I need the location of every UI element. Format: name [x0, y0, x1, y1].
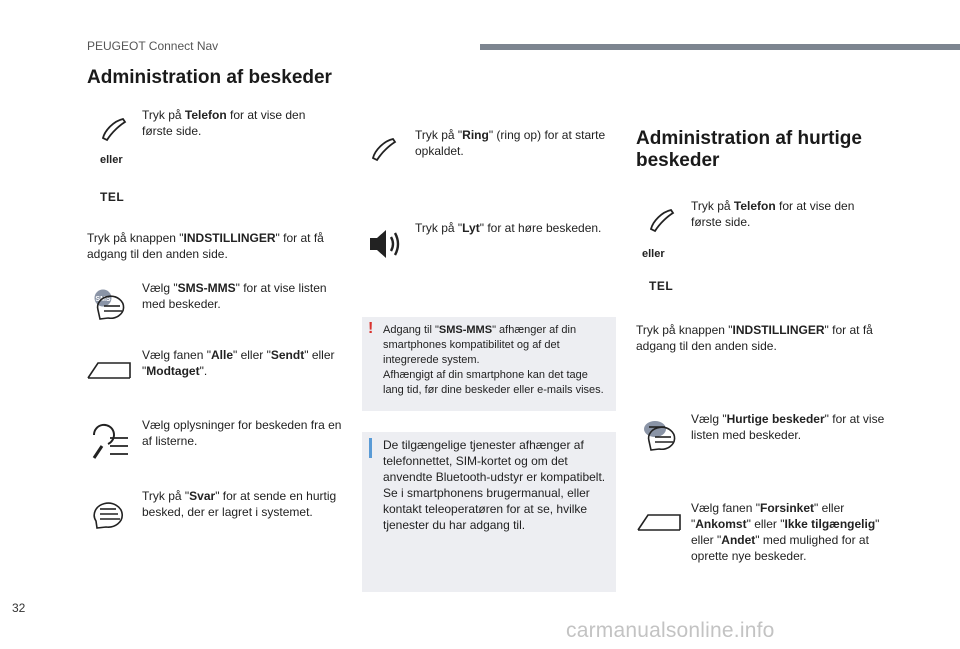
watermark: carmanualsonline.info [566, 619, 775, 642]
reply-message-icon [88, 497, 128, 529]
left-step-sms: Vælg "SMS-MMS" for at vise listen med beskeder. [142, 281, 327, 311]
left-step-tabs: Vælg fanen "Alle" eller "Sendt" eller "Modtaget". [142, 348, 335, 378]
left-tel-label: TEL [100, 190, 125, 204]
right-step-settings: Tryk på knappen "INDSTILLINGER" for at få adgang til den anden side. [636, 323, 873, 353]
speaker-icon [367, 227, 403, 261]
mid-step-lyt: Tryk på "Lyt" for at høre beskeden. [415, 221, 602, 235]
tab-icon [86, 360, 132, 382]
right-step-quick: Vælg "Hurtige beskeder" for at vise listen med beskeder. [691, 412, 885, 442]
phone-icon [648, 207, 676, 233]
page-title: Administration af beskeder [87, 67, 332, 88]
right-step-telefon: Tryk på Telefon for at vise den første side. [691, 199, 855, 229]
sms-badge-text: SMS [95, 296, 111, 303]
left-step-settings: Tryk på knappen "INDSTILLINGER" for at få adgang til den anden side. [87, 231, 324, 261]
tab-icon [636, 512, 682, 534]
right-or-text: eller [642, 248, 665, 260]
right-section-title: Administration af hurtige beskeder [636, 128, 862, 171]
running-header: PEUGEOT Connect Nav [87, 39, 219, 53]
mid-step-ring: Tryk på "Ring" (ring op) for at starte opkaldet. [415, 128, 606, 158]
page-number: 32 [12, 601, 26, 615]
left-or-text: eller [100, 154, 123, 166]
right-step-tabs: Vælg fanen "Forsinket" eller "Ankomst" eller "Ikke tilgængelig" eller "Andet" med mulighed for at oprette nye beskeder. [691, 501, 880, 563]
detail-list-icon [90, 422, 130, 462]
left-step-reply: Tryk på "Svar" for at sende en hurtig besked, der er lagret i systemet. [142, 489, 337, 519]
left-step-telefon: Tryk på Telefon for at vise den første side. [142, 108, 306, 138]
quick-messages-icon [641, 418, 681, 452]
header-bar [480, 44, 960, 50]
warning-exclamation: ! [368, 320, 374, 337]
phone-icon [100, 116, 128, 142]
sms-icon [90, 287, 130, 321]
info-mark [369, 438, 372, 458]
left-step-detail: Vælg oplysninger for beskeden fra en af listerne. [142, 418, 342, 448]
right-tel-label: TEL [649, 279, 674, 293]
warning-text: Adgang til "SMS-MMS" afhænger af din smartphones kompatibilitet og af det integrerede system. Afhængigt af din smartphone kan det tage lang tid, før dine beskeder eller e-mails vises. [383, 324, 604, 396]
info-text: De tilgængelige tjenester afhænger af telefonnettet, SIM-kortet og om det anvendte Bluetooth-udstyr er kompatibelt. Se i smartphonens brugermanual, eller kontakt teleoperatøren for at se, hvilke tjenester du har adgang til. [383, 438, 606, 532]
call-icon [370, 136, 398, 162]
